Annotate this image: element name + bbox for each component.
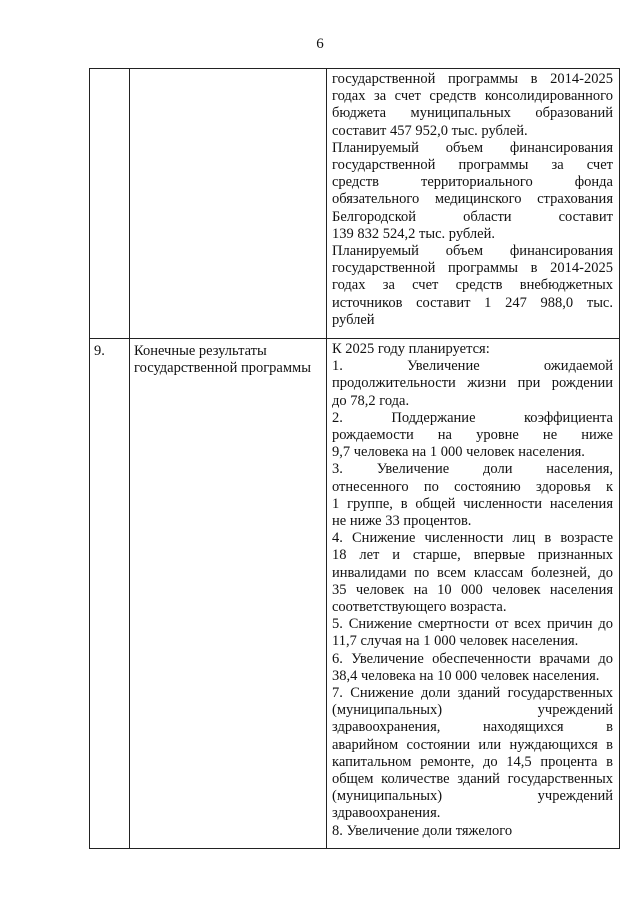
text-line: государственной программы в 2014-2025 xyxy=(332,260,613,277)
text-line: общем количестве зданий государственных xyxy=(332,771,613,788)
paragraph xyxy=(332,685,613,823)
row-number: 9. xyxy=(94,343,105,359)
text-line: 5. Снижение смертности от всех причин до xyxy=(332,616,613,633)
text-line: здравоохранения. xyxy=(332,805,441,822)
paragraph xyxy=(332,530,613,616)
text-line: отнесенного по состоянию здоровья к xyxy=(332,478,613,495)
text-line: К 2025 году планируется: xyxy=(332,341,490,357)
text-line: соответствующего возраста. xyxy=(332,599,507,616)
row-label-cell xyxy=(130,69,327,339)
text-line: 6. Увеличение обеспеченности врачами до xyxy=(332,650,613,667)
text-line: 8. Увеличение доли тяжелого xyxy=(332,822,513,839)
paragraph xyxy=(332,140,613,243)
text-line: 2. Поддержание коэффициента xyxy=(332,409,613,426)
text-line: Белгородской области составит xyxy=(332,208,613,225)
text-line: здравоохранения, находящихся в xyxy=(332,719,613,736)
paragraph xyxy=(332,410,613,462)
text-line: 1. Увеличение ожидаемой xyxy=(332,358,613,375)
program-passport-table xyxy=(89,68,620,849)
text-line: 4. Снижение численности лиц в возрасте xyxy=(332,530,613,547)
text-line: бюджета муниципальных образований xyxy=(332,105,613,122)
text-line: средств территориального фонда xyxy=(332,174,613,191)
row-content-cell xyxy=(327,69,620,339)
text-line: составит 457 952,0 тыс. рублей. xyxy=(332,122,528,139)
text-line: продолжительности жизни при рождении xyxy=(332,375,613,392)
paragraph xyxy=(332,341,613,358)
paragraph xyxy=(332,651,613,685)
paragraph xyxy=(332,461,613,530)
text-line: до 78,2 года. xyxy=(332,392,410,409)
paragraph xyxy=(332,243,613,329)
table-row xyxy=(90,339,620,849)
text-line: не ниже 33 процентов. xyxy=(332,513,472,530)
text-line: (муниципальных) учреждений xyxy=(332,788,613,805)
text-line: обязательного медицинского страхования xyxy=(332,191,613,208)
row-number-cell xyxy=(90,69,130,339)
text-line: 9,7 человека на 1 000 человек населения. xyxy=(332,444,585,461)
paragraph xyxy=(332,358,613,410)
paragraph xyxy=(332,71,613,140)
row-label-line: Конечные результаты xyxy=(134,343,267,359)
text-line: 3. Увеличение доли населения, xyxy=(332,461,613,478)
text-line: 35 человек на 10 000 человек населения xyxy=(332,581,613,598)
text-line: источников составит 1 247 988,0 тыс. xyxy=(332,294,613,311)
text-line: годах за счет средств внебюджетных xyxy=(332,277,613,294)
text-line: годах за счет средств консолидированного xyxy=(332,88,613,105)
text-line: Планируемый объем финансирования xyxy=(332,243,613,260)
row-label-cell xyxy=(130,339,327,849)
row-label-line: государственной программы xyxy=(134,360,311,376)
text-line: государственной программы в 2014-2025 xyxy=(332,71,613,87)
row-number-cell xyxy=(90,339,130,849)
text-line: капитальном ремонте, до 14,5 процента в xyxy=(332,753,613,770)
text-line: инвалидами по всем классам болезней, до xyxy=(332,564,613,581)
text-line: 7. Снижение доли зданий государственных xyxy=(332,685,613,702)
text-line: 38,4 человека на 10 000 человек населения. xyxy=(332,667,600,684)
paragraph xyxy=(332,616,613,650)
text-line: рождаемости на уровне не ниже xyxy=(332,427,613,444)
text-line: Планируемый объем финансирования xyxy=(332,139,613,156)
paragraph xyxy=(332,823,613,840)
text-line: аварийном состоянии или нуждающихся в xyxy=(332,736,613,753)
page-number: 6 xyxy=(316,36,324,52)
text-line: 1 группе, в общей численности населения xyxy=(332,495,613,512)
text-line: государственной программы за счет xyxy=(332,157,613,174)
text-line: рублей xyxy=(332,311,375,328)
text-line: 139 832 524,2 тыс. рублей. xyxy=(332,225,495,242)
row-content-cell xyxy=(327,339,620,849)
text-line: (муниципальных) учреждений xyxy=(332,702,613,719)
text-line: 11,7 случая на 1 000 человек населения. xyxy=(332,633,579,650)
table-row xyxy=(90,69,620,339)
text-line: 18 лет и старше, впервые признанных xyxy=(332,547,613,564)
